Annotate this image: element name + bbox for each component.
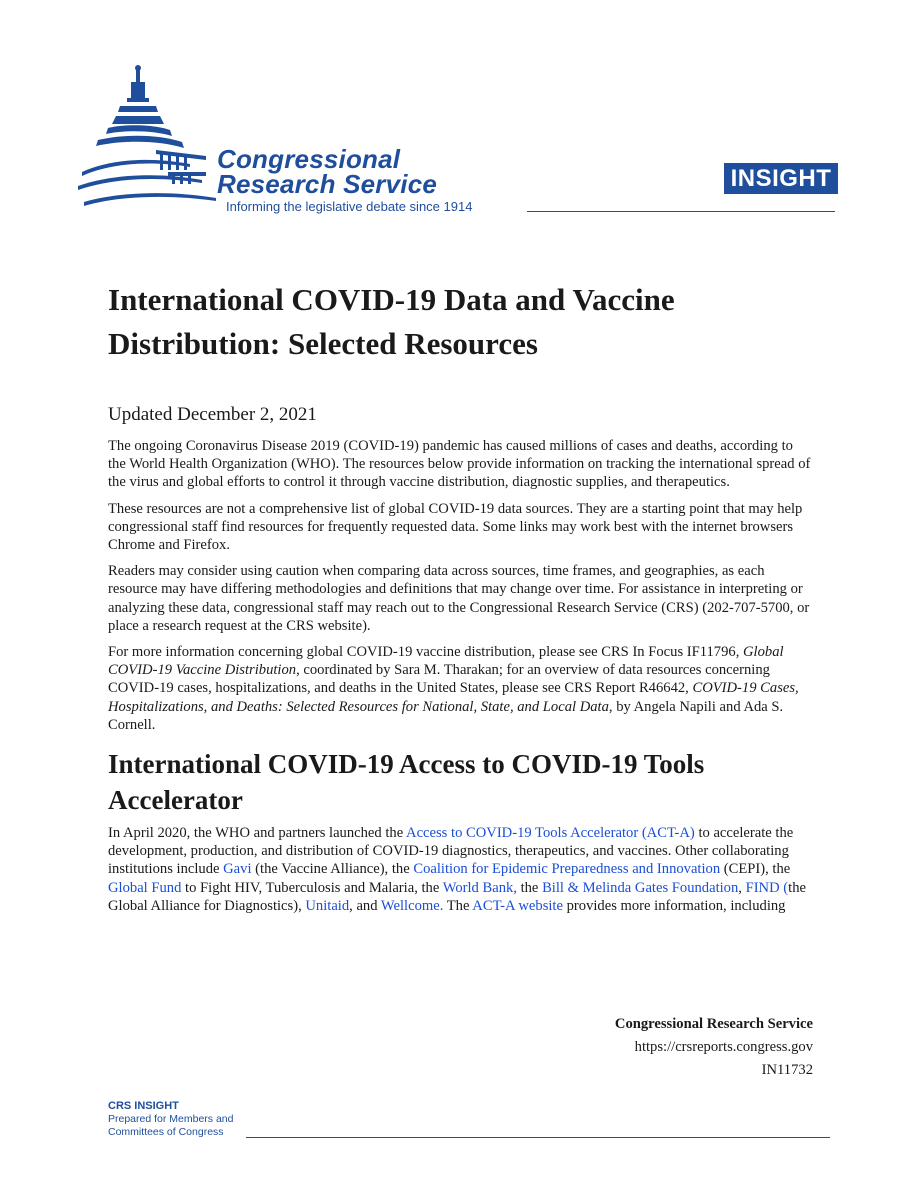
intro-paragraph: The ongoing Coronavirus Disease 2019 (COVID-19) pandemic has caused millions of cases and deaths, according to the World Health Organization (WHO). The resources below provide information on tracking the international spread of the virus and global efforts to control it through vaccine distribution, diagnostic supplies, and therapeutics. (108, 438, 811, 491)
prepared-line1: Prepared for Members and (108, 1113, 234, 1125)
insight-badge: INSIGHT (724, 163, 838, 194)
prepared-line2: Committees of Congress (108, 1126, 224, 1138)
footer-org: Congressional Research Service (614, 1016, 813, 1032)
updated-date: Updated December 2, 2021 (108, 404, 317, 425)
capitol-dome-icon (78, 64, 218, 214)
text-run: , and (349, 897, 381, 914)
text-run: to accelerate the development, production, and distribution of COVID-19 diagnostics, therapeutics, and vaccines. Other collaborating institutions include (108, 825, 794, 878)
act-a-website-link[interactable]: ACT-A website (472, 897, 563, 914)
text-run: , coordinated by Sara M. Tharakan; for an overview of data resources concerning COVID-19 cases, hospitalizations, and deaths in the United States, please see CRS Report R46642, (108, 662, 770, 697)
text-run: the (516, 879, 543, 896)
series-label: CRS INSIGHT (108, 1100, 179, 1112)
text-run: , (738, 879, 746, 896)
document-body (108, 437, 814, 923)
report-title-r46642: COVID-19 Cases, Hospitalizations, and Deaths: Selected Resources for National, State, and Local Data (108, 680, 799, 715)
text-run: (CEPI), the (720, 861, 791, 878)
org-name-line2: Research Service (217, 169, 438, 199)
org-tagline: Informing the legislative debate since 1914 (226, 199, 473, 214)
text-run: , by Angela Napili and Ada S. Cornell. (108, 698, 784, 733)
text-run: (the Vaccine Alliance), the (251, 861, 414, 878)
act-a-link[interactable]: Access to COVID-19 Tools Accelerator (ACT-A) (406, 825, 695, 842)
gavi-link[interactable]: Gavi (223, 861, 252, 878)
report-title-if11796: Global COVID-19 Vaccine Distribution (108, 644, 784, 679)
text-run: In April 2020, the WHO and partners launched the (108, 825, 407, 842)
footer-rule (246, 1137, 830, 1138)
report-id: IN11732 (761, 1062, 813, 1078)
section-heading: International COVID-19 Access to COVID-19 Tools Accelerator (108, 749, 705, 816)
world-bank-link[interactable]: World Bank, (442, 879, 517, 896)
document-title: International COVID-19 Data and Vaccine Distribution: Selected Resources (108, 282, 675, 361)
header-rule (527, 211, 835, 212)
footer-series (108, 1100, 233, 1139)
scope-paragraph: These resources are not a comprehensive list of global COVID-19 data sources. They are a starting point that may help congressional staff find resources for frequently requested data. Some links may work best with the internet browsers Chrome and Firefox. (108, 500, 803, 554)
text-run: the Global Alliance for Diagnostics), (108, 879, 806, 914)
text-run: to Fight HIV, Tuberculosis and Malaria, the (181, 879, 443, 896)
org-name-line1: Congressional (217, 144, 401, 174)
cepi-link[interactable]: Coalition for Epidemic Preparedness and Innovation (413, 861, 721, 878)
wellcome-link[interactable]: Wellcome. (380, 897, 444, 914)
find-link[interactable]: FIND ( (745, 879, 789, 896)
gates-foundation-link[interactable]: Bill & Melinda Gates Foundation (542, 879, 739, 896)
act-a-paragraph (108, 824, 814, 915)
global-fund-link[interactable]: Global Fund (108, 879, 182, 896)
text-run: provides more information, including (562, 897, 786, 914)
text-run: The (443, 897, 473, 914)
caution-paragraph: Readers may consider using caution when comparing data across sources, time frames, and geographies, as each resource may have differing methodologies and definitions that may change over time. For assistance in interpreting or analyzing these data, congressional staff may reach out to the Congressional Research Service (CRS) (202-707-5700, or place a research request at the CRS website). (108, 563, 810, 634)
unitaid-link[interactable]: Unitaid (305, 897, 350, 914)
text-run: For more information concerning global COVID-19 vaccine distribution, please see CRS In Focus IF11796, (108, 644, 743, 661)
footer-url[interactable]: https://crsreports.congress.gov (634, 1039, 813, 1055)
more-info-paragraph (108, 643, 814, 734)
footer-publisher (615, 1013, 813, 1082)
